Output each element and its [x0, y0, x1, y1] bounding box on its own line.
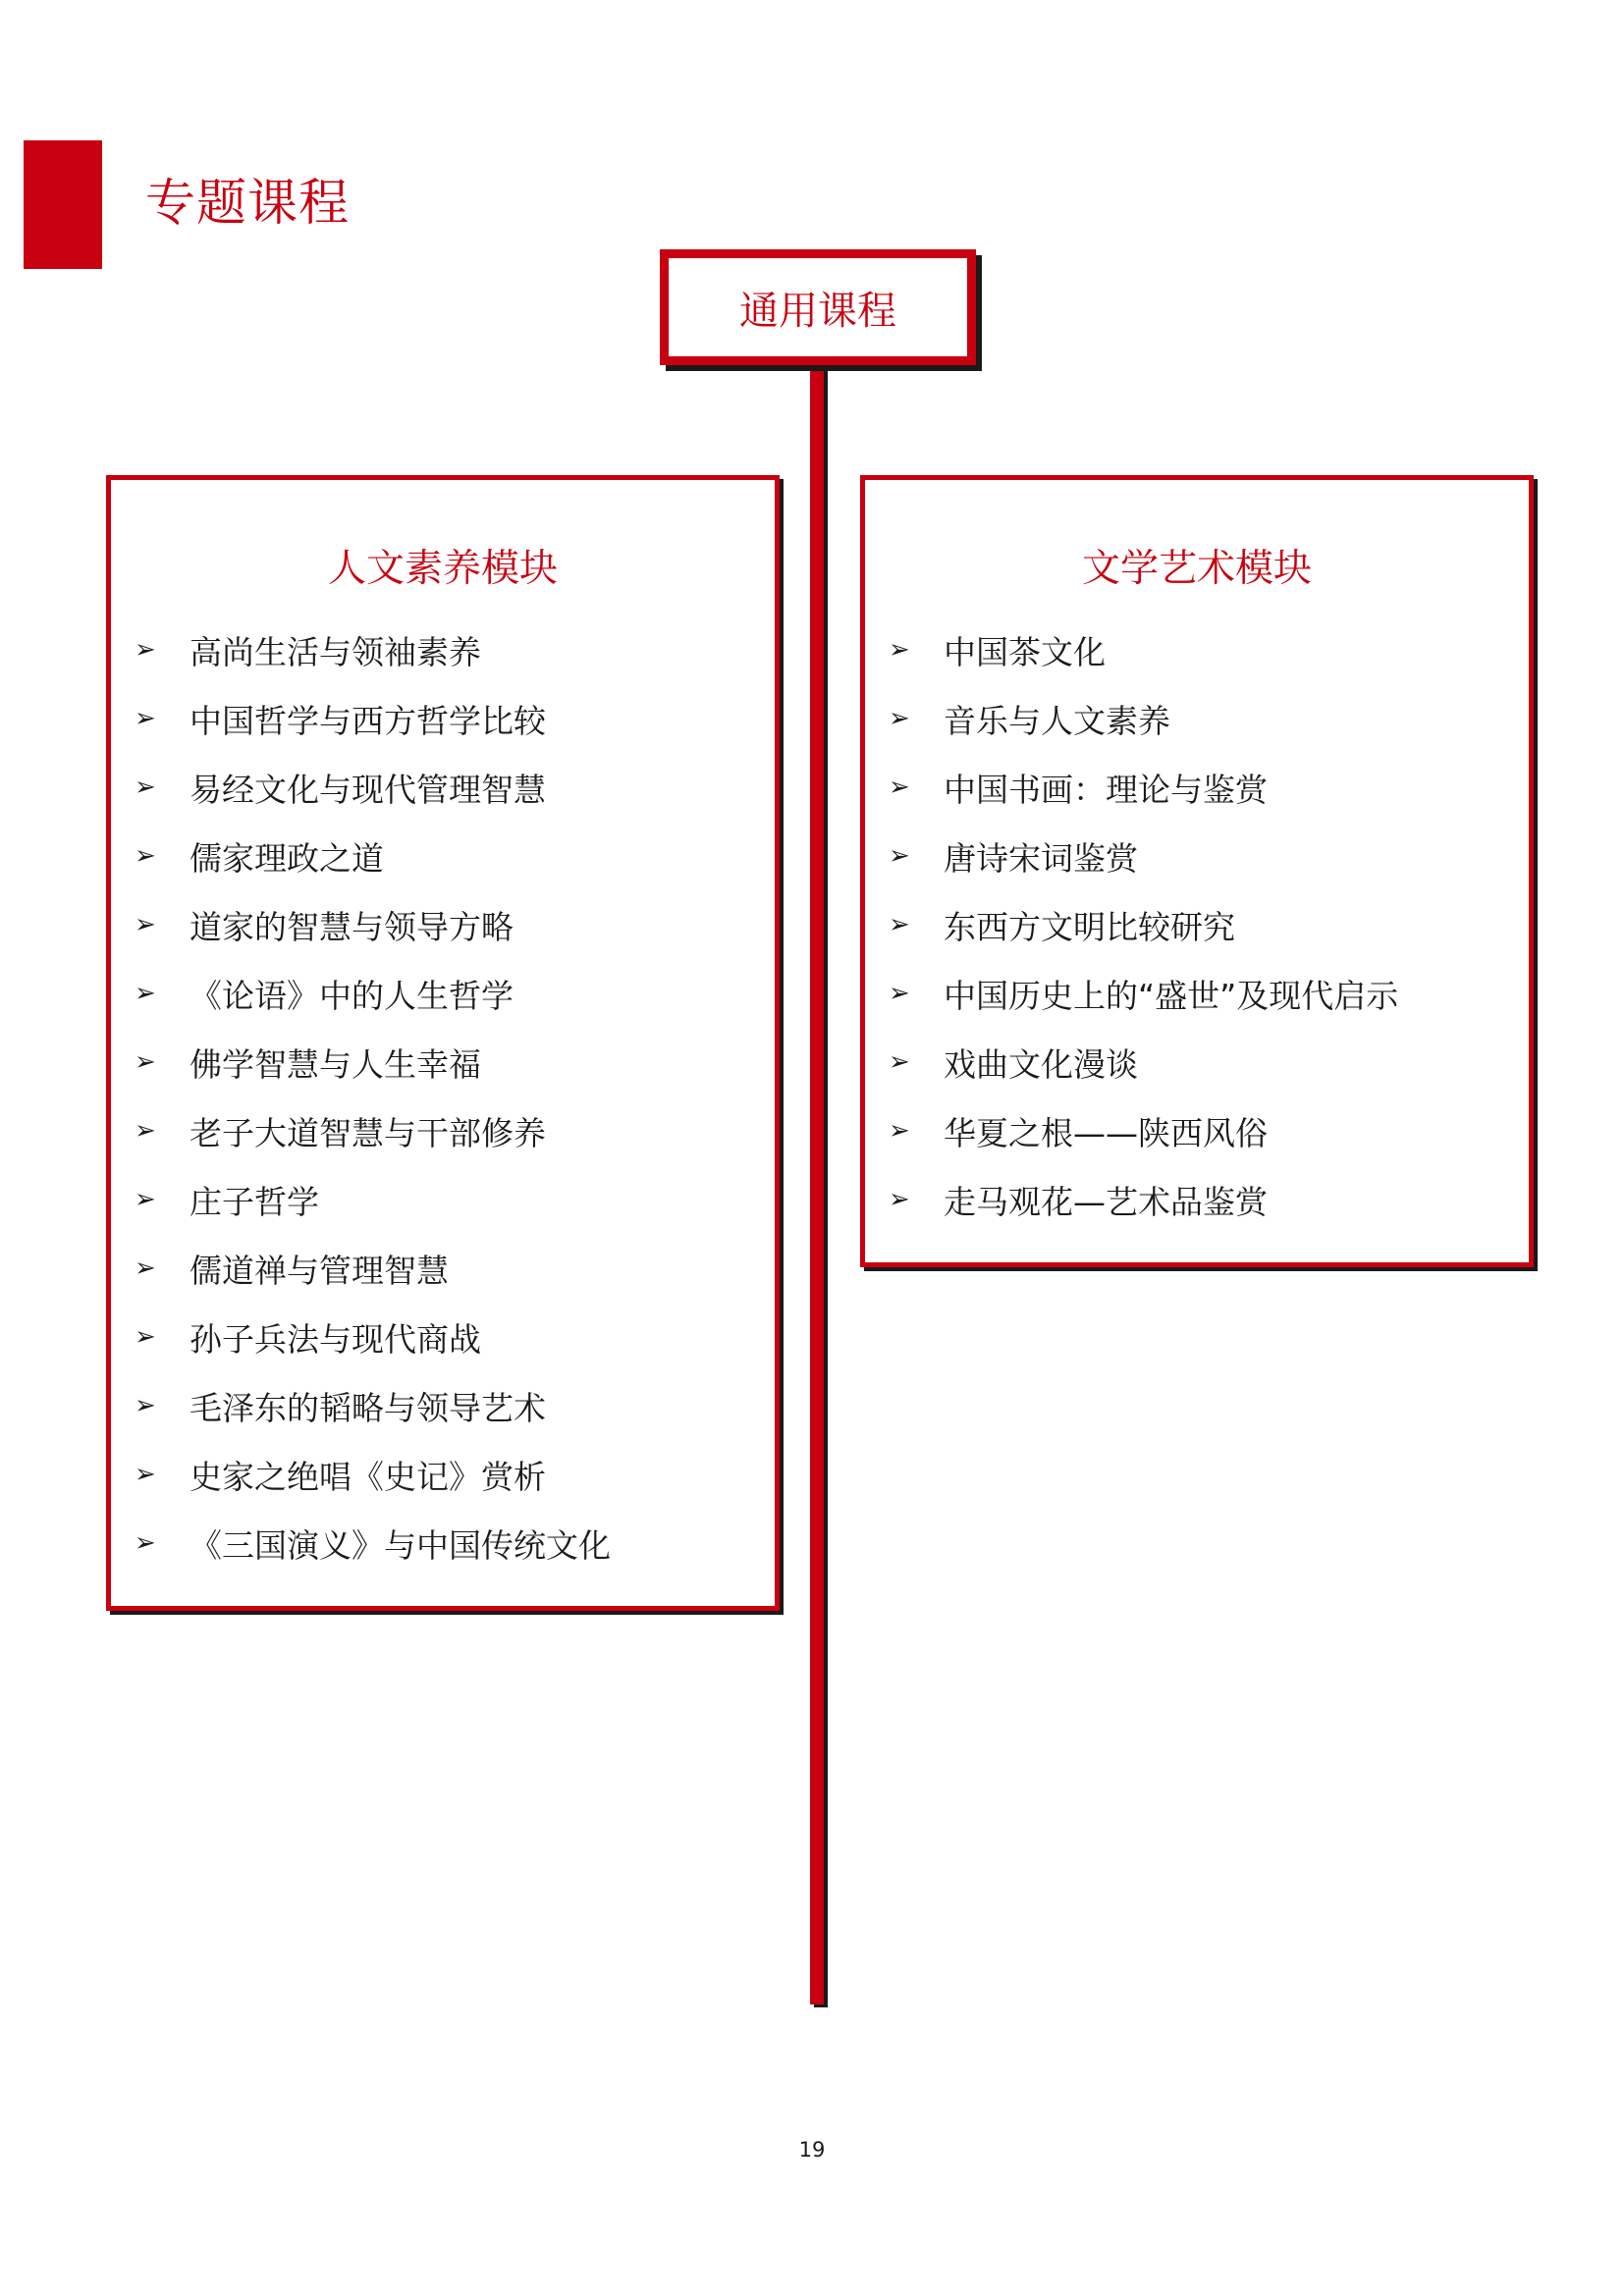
arrowhead-bullet-icon: ➢ [135, 1185, 156, 1214]
course-label: 佛学智慧与人生幸福 [189, 1044, 481, 1084]
section-title: 专题课程 [145, 175, 351, 233]
course-item [135, 615, 611, 684]
arrowhead-bullet-icon: ➢ [889, 1047, 910, 1077]
arrowhead-bullet-icon: ➢ [135, 1322, 156, 1352]
course-item [135, 1165, 611, 1234]
course-label: 中国历史上的“盛世”及现代启示 [944, 976, 1399, 1015]
arrowhead-bullet-icon: ➢ [889, 910, 910, 939]
arrowhead-bullet-icon: ➢ [135, 1391, 156, 1420]
course-list [135, 615, 611, 1577]
course-item [135, 1096, 611, 1165]
arrowhead-bullet-icon: ➢ [889, 1185, 910, 1214]
course-label: 儒道禅与管理智慧 [189, 1251, 449, 1290]
course-item [889, 1096, 1398, 1165]
course-label: 音乐与人文素养 [944, 701, 1170, 740]
course-label: 走马观花—艺术品鉴赏 [944, 1182, 1268, 1221]
humanities-module [106, 475, 780, 1611]
course-list [889, 615, 1398, 1234]
course-label: 庄子哲学 [189, 1182, 319, 1221]
course-label: 中国茶文化 [944, 632, 1106, 671]
course-label: 道家的智慧与领导方略 [189, 907, 514, 946]
arrowhead-bullet-icon: ➢ [135, 1047, 156, 1077]
course-label: 戏曲文化漫谈 [944, 1044, 1138, 1084]
arrowhead-bullet-icon: ➢ [135, 1116, 156, 1146]
arrowhead-bullet-icon: ➢ [135, 910, 156, 939]
course-label: 高尚生活与领袖素养 [189, 632, 481, 671]
arrowhead-bullet-icon: ➢ [889, 704, 910, 733]
course-item [889, 1028, 1398, 1096]
arrowhead-bullet-icon: ➢ [135, 1460, 156, 1489]
course-label: 史家之绝唱《史记》赏析 [189, 1457, 546, 1496]
course-label: 易经文化与现代管理智慧 [189, 770, 546, 809]
course-item [135, 959, 611, 1028]
course-item [135, 753, 611, 822]
general-courses-label: 通用课程 [739, 288, 896, 334]
module-title: 文学艺术模块 [1081, 547, 1312, 591]
arrowhead-bullet-icon: ➢ [135, 773, 156, 802]
arrowhead-bullet-icon: ➢ [135, 979, 156, 1008]
arrowhead-bullet-icon: ➢ [889, 841, 910, 871]
course-label: 东西方文明比较研究 [944, 907, 1235, 946]
course-item [889, 684, 1398, 753]
course-item [135, 822, 611, 890]
general-courses-box [660, 249, 976, 365]
course-item [889, 890, 1398, 959]
course-item [889, 615, 1398, 684]
course-item [135, 1440, 611, 1509]
course-item [889, 822, 1398, 890]
course-label: 孙子兵法与现代商战 [189, 1319, 481, 1359]
connector-spine [810, 365, 824, 2004]
course-label: 中国书画：理论与鉴赏 [944, 770, 1268, 809]
arrowhead-bullet-icon: ➢ [135, 1254, 156, 1283]
course-item [889, 753, 1398, 822]
course-label: 《论语》中的人生哲学 [189, 976, 514, 1015]
course-label: 中国哲学与西方哲学比较 [189, 701, 546, 740]
course-item [135, 1234, 611, 1303]
course-label: 唐诗宋词鉴赏 [944, 838, 1138, 878]
arrowhead-bullet-icon: ➢ [889, 635, 910, 665]
course-label: 儒家理政之道 [189, 838, 384, 878]
course-item [889, 1165, 1398, 1234]
arrowhead-bullet-icon: ➢ [889, 1116, 910, 1146]
course-item [135, 684, 611, 753]
course-item [135, 1028, 611, 1096]
arrowhead-bullet-icon: ➢ [135, 1528, 156, 1558]
arrowhead-bullet-icon: ➢ [135, 635, 156, 665]
course-item [135, 1303, 611, 1371]
course-item [135, 1371, 611, 1440]
course-label: 老子大道智慧与干部修养 [189, 1113, 546, 1152]
course-label: 《三国演义》与中国传统文化 [189, 1525, 611, 1565]
page-number: 19 [798, 2138, 826, 2162]
course-item [135, 890, 611, 959]
section-marker-block [24, 140, 102, 269]
course-label: 华夏之根——陕西风俗 [944, 1113, 1268, 1152]
literature-arts-module [860, 475, 1534, 1267]
course-item [889, 959, 1398, 1028]
arrowhead-bullet-icon: ➢ [889, 773, 910, 802]
module-title: 人文素养模块 [327, 547, 558, 591]
arrowhead-bullet-icon: ➢ [889, 979, 910, 1008]
course-label: 毛泽东的韬略与领导艺术 [189, 1388, 546, 1427]
arrowhead-bullet-icon: ➢ [135, 841, 156, 871]
arrowhead-bullet-icon: ➢ [135, 704, 156, 733]
course-item [135, 1509, 611, 1577]
